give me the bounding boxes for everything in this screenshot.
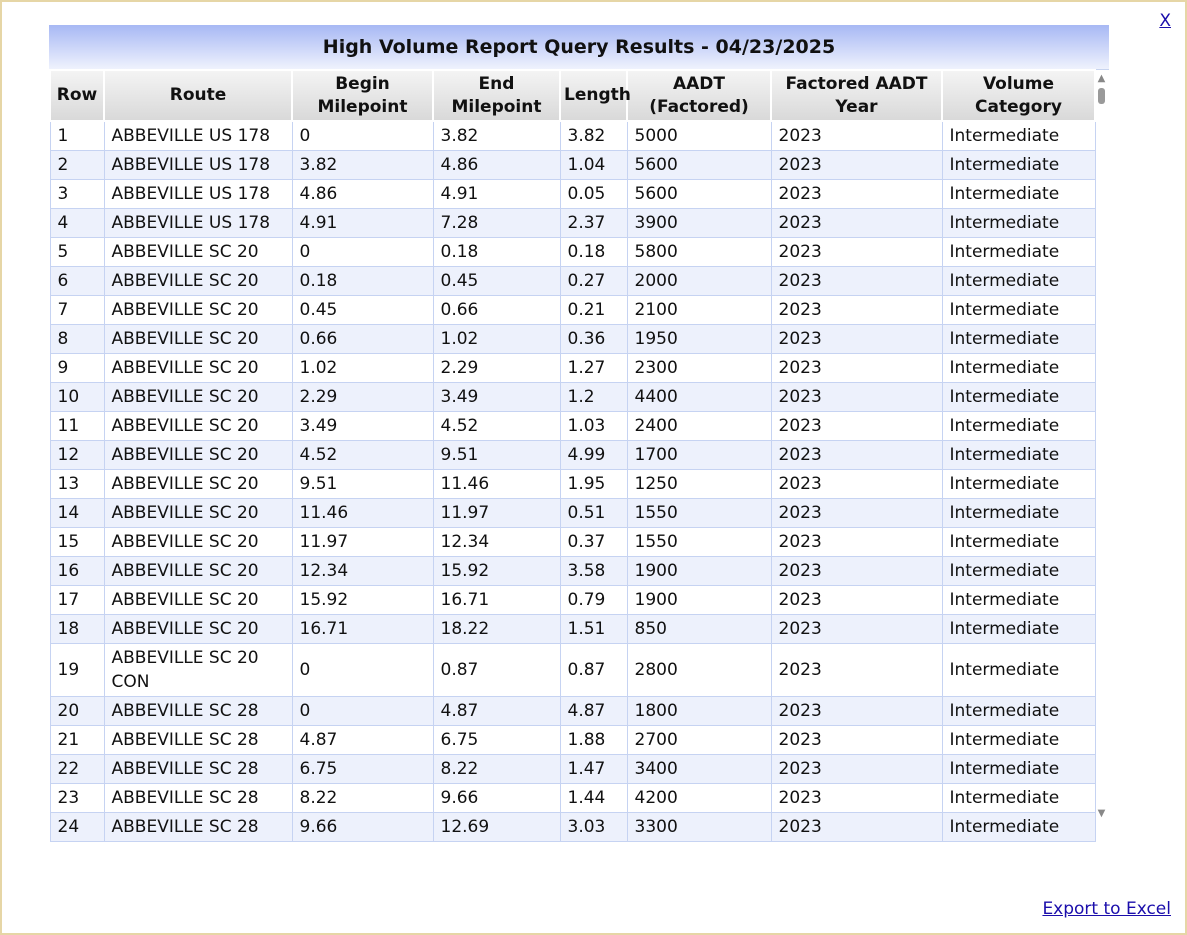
table-row[interactable] (50, 470, 1095, 499)
table-row[interactable] (50, 615, 1095, 644)
cell-factored-year: 2023 (771, 586, 942, 615)
table-row[interactable] (50, 441, 1095, 470)
cell-aadt: 4400 (627, 383, 771, 412)
cell-volume-category: Intermediate (942, 383, 1095, 412)
table-row[interactable] (50, 644, 1095, 697)
cell-aadt: 5600 (627, 180, 771, 209)
cell-end-milepoint: 9.66 (433, 784, 560, 813)
cell-aadt: 3900 (627, 209, 771, 238)
cell-begin-milepoint: 0 (292, 238, 433, 267)
cell-length: 1.88 (560, 726, 627, 755)
cell-length: 0.27 (560, 267, 627, 296)
cell-factored-year: 2023 (771, 697, 942, 726)
cell-length: 0.18 (560, 238, 627, 267)
cell-factored-year: 2023 (771, 209, 942, 238)
col-header-length[interactable]: Length (560, 70, 627, 121)
cell-begin-milepoint: 6.75 (292, 755, 433, 784)
cell-length: 1.51 (560, 615, 627, 644)
cell-volume-category: Intermediate (942, 151, 1095, 180)
table-row[interactable] (50, 528, 1095, 557)
cell-aadt: 1550 (627, 528, 771, 557)
cell-volume-category: Intermediate (942, 121, 1095, 151)
cell-begin-milepoint: 12.34 (292, 557, 433, 586)
cell-route: ABBEVILLE SC 20 (104, 238, 292, 267)
cell-begin-milepoint: 0 (292, 121, 433, 151)
close-link[interactable]: X (1159, 11, 1171, 31)
cell-route: ABBEVILLE SC 28 (104, 813, 292, 842)
cell-route: ABBEVILLE SC 20 (104, 470, 292, 499)
cell-aadt: 850 (627, 615, 771, 644)
cell-aadt: 1700 (627, 441, 771, 470)
cell-route: ABBEVILLE US 178 (104, 209, 292, 238)
cell-begin-milepoint: 8.22 (292, 784, 433, 813)
cell-aadt: 1250 (627, 470, 771, 499)
cell-begin-milepoint: 9.51 (292, 470, 433, 499)
table-row[interactable] (50, 296, 1095, 325)
cell-volume-category: Intermediate (942, 644, 1095, 697)
cell-factored-year: 2023 (771, 441, 942, 470)
cell-begin-milepoint: 3.82 (292, 151, 433, 180)
cell-end-milepoint: 4.87 (433, 697, 560, 726)
cell-end-milepoint: 4.86 (433, 151, 560, 180)
table-row[interactable] (50, 813, 1095, 842)
col-header-aadt[interactable]: AADT (Factored) (627, 70, 771, 121)
grid-scrollbar[interactable] (1095, 71, 1108, 820)
cell-factored-year: 2023 (771, 151, 942, 180)
cell-row: 24 (50, 813, 104, 842)
cell-row: 11 (50, 412, 104, 441)
cell-end-milepoint: 7.28 (433, 209, 560, 238)
cell-route: ABBEVILLE SC 20 (104, 528, 292, 557)
cell-volume-category: Intermediate (942, 726, 1095, 755)
cell-volume-category: Intermediate (942, 813, 1095, 842)
cell-route: ABBEVILLE SC 20 (104, 499, 292, 528)
cell-length: 1.2 (560, 383, 627, 412)
cell-route: ABBEVILLE SC 20 (104, 586, 292, 615)
cell-row: 23 (50, 784, 104, 813)
cell-row: 2 (50, 151, 104, 180)
table-row[interactable] (50, 151, 1095, 180)
table-row[interactable] (50, 121, 1095, 151)
cell-route: ABBEVILLE SC 28 (104, 755, 292, 784)
cell-row: 13 (50, 470, 104, 499)
cell-length: 0.79 (560, 586, 627, 615)
cell-begin-milepoint: 4.87 (292, 726, 433, 755)
cell-row: 14 (50, 499, 104, 528)
cell-volume-category: Intermediate (942, 296, 1095, 325)
cell-factored-year: 2023 (771, 383, 942, 412)
cell-begin-milepoint: 11.46 (292, 499, 433, 528)
header-row (50, 70, 1095, 121)
cell-end-milepoint: 8.22 (433, 755, 560, 784)
cell-factored-year: 2023 (771, 354, 942, 383)
col-header-route[interactable]: Route (104, 70, 292, 121)
cell-volume-category: Intermediate (942, 586, 1095, 615)
cell-factored-year: 2023 (771, 296, 942, 325)
cell-row: 5 (50, 238, 104, 267)
cell-aadt: 1900 (627, 557, 771, 586)
cell-row: 21 (50, 726, 104, 755)
cell-factored-year: 2023 (771, 755, 942, 784)
cell-aadt: 4200 (627, 784, 771, 813)
cell-volume-category: Intermediate (942, 325, 1095, 354)
cell-aadt: 3300 (627, 813, 771, 842)
cell-route: ABBEVILLE SC 28 (104, 697, 292, 726)
cell-row: 1 (50, 121, 104, 151)
table-row[interactable] (50, 697, 1095, 726)
cell-begin-milepoint: 15.92 (292, 586, 433, 615)
scroll-up-arrow-icon[interactable]: ▲ (1097, 73, 1106, 84)
cell-begin-milepoint: 1.02 (292, 354, 433, 383)
cell-route: ABBEVILLE SC 20 (104, 296, 292, 325)
cell-factored-year: 2023 (771, 325, 942, 354)
table-row[interactable] (50, 784, 1095, 813)
cell-begin-milepoint: 0.45 (292, 296, 433, 325)
table-row[interactable] (50, 726, 1095, 755)
cell-length: 1.04 (560, 151, 627, 180)
table-row[interactable] (50, 354, 1095, 383)
cell-route: ABBEVILLE SC 20 (104, 615, 292, 644)
cell-end-milepoint: 16.71 (433, 586, 560, 615)
results-table (49, 69, 1096, 842)
cell-aadt: 1800 (627, 697, 771, 726)
cell-begin-milepoint: 11.97 (292, 528, 433, 557)
cell-length: 1.44 (560, 784, 627, 813)
cell-begin-milepoint: 16.71 (292, 615, 433, 644)
table-row[interactable] (50, 238, 1095, 267)
cell-end-milepoint: 12.34 (433, 528, 560, 557)
table-row[interactable] (50, 755, 1095, 784)
cell-row: 16 (50, 557, 104, 586)
cell-end-milepoint: 3.82 (433, 121, 560, 151)
cell-length: 1.95 (560, 470, 627, 499)
cell-aadt: 2100 (627, 296, 771, 325)
scroll-down-arrow-icon[interactable]: ▼ (1097, 808, 1106, 819)
cell-volume-category: Intermediate (942, 557, 1095, 586)
cell-row: 18 (50, 615, 104, 644)
cell-factored-year: 2023 (771, 726, 942, 755)
cell-factored-year: 2023 (771, 557, 942, 586)
cell-row: 6 (50, 267, 104, 296)
export-to-excel-link[interactable]: Export to Excel (1042, 899, 1171, 919)
table-row[interactable] (50, 383, 1095, 412)
cell-begin-milepoint: 2.29 (292, 383, 433, 412)
cell-factored-year: 2023 (771, 813, 942, 842)
cell-volume-category: Intermediate (942, 209, 1095, 238)
cell-row: 17 (50, 586, 104, 615)
cell-length: 0.37 (560, 528, 627, 557)
table-row[interactable] (50, 586, 1095, 615)
cell-row: 22 (50, 755, 104, 784)
results-grid[interactable] (49, 69, 1094, 837)
cell-end-milepoint: 18.22 (433, 615, 560, 644)
cell-row: 15 (50, 528, 104, 557)
cell-volume-category: Intermediate (942, 441, 1095, 470)
cell-row: 19 (50, 644, 104, 697)
cell-begin-milepoint: 0 (292, 644, 433, 697)
cell-row: 10 (50, 383, 104, 412)
cell-length: 0.51 (560, 499, 627, 528)
table-row[interactable] (50, 412, 1095, 441)
cell-route: ABBEVILLE SC 20 (104, 267, 292, 296)
cell-end-milepoint: 6.75 (433, 726, 560, 755)
cell-length: 1.47 (560, 755, 627, 784)
cell-aadt: 1950 (627, 325, 771, 354)
cell-aadt: 2800 (627, 644, 771, 697)
cell-length: 0.87 (560, 644, 627, 697)
col-header-volume-category[interactable]: Volume Category (942, 70, 1095, 121)
cell-route: ABBEVILLE SC 20 (104, 354, 292, 383)
results-panel (49, 25, 1109, 837)
cell-factored-year: 2023 (771, 412, 942, 441)
table-row[interactable] (50, 180, 1095, 209)
cell-end-milepoint: 0.87 (433, 644, 560, 697)
cell-route: ABBEVILLE SC 28 (104, 726, 292, 755)
cell-route: ABBEVILLE SC 28 (104, 784, 292, 813)
scroll-thumb[interactable] (1098, 88, 1105, 104)
table-row[interactable] (50, 325, 1095, 354)
cell-aadt: 2000 (627, 267, 771, 296)
cell-factored-year: 2023 (771, 499, 942, 528)
col-header-end-milepoint[interactable]: End Milepoint (433, 70, 560, 121)
cell-factored-year: 2023 (771, 644, 942, 697)
cell-length: 4.87 (560, 697, 627, 726)
report-title: High Volume Report Query Results - 04/23/2025 (49, 25, 1109, 70)
cell-row: 4 (50, 209, 104, 238)
cell-end-milepoint: 11.46 (433, 470, 560, 499)
cell-end-milepoint: 3.49 (433, 383, 560, 412)
cell-route: ABBEVILLE SC 20 CON (104, 644, 292, 697)
cell-row: 8 (50, 325, 104, 354)
cell-factored-year: 2023 (771, 267, 942, 296)
cell-end-milepoint: 0.18 (433, 238, 560, 267)
cell-begin-milepoint: 4.86 (292, 180, 433, 209)
cell-route: ABBEVILLE SC 20 (104, 383, 292, 412)
cell-length: 3.03 (560, 813, 627, 842)
table-row[interactable] (50, 267, 1095, 296)
cell-aadt: 5800 (627, 238, 771, 267)
cell-route: ABBEVILLE SC 20 (104, 325, 292, 354)
cell-volume-category: Intermediate (942, 784, 1095, 813)
cell-begin-milepoint: 4.91 (292, 209, 433, 238)
cell-length: 0.21 (560, 296, 627, 325)
cell-aadt: 2300 (627, 354, 771, 383)
cell-factored-year: 2023 (771, 470, 942, 499)
cell-aadt: 5000 (627, 121, 771, 151)
cell-row: 7 (50, 296, 104, 325)
cell-begin-milepoint: 4.52 (292, 441, 433, 470)
cell-factored-year: 2023 (771, 238, 942, 267)
cell-volume-category: Intermediate (942, 528, 1095, 557)
cell-volume-category: Intermediate (942, 615, 1095, 644)
cell-end-milepoint: 15.92 (433, 557, 560, 586)
cell-begin-milepoint: 0 (292, 697, 433, 726)
cell-aadt: 1900 (627, 586, 771, 615)
cell-end-milepoint: 11.97 (433, 499, 560, 528)
cell-length: 4.99 (560, 441, 627, 470)
cell-row: 3 (50, 180, 104, 209)
cell-route: ABBEVILLE SC 20 (104, 441, 292, 470)
cell-aadt: 5600 (627, 151, 771, 180)
cell-route: ABBEVILLE US 178 (104, 151, 292, 180)
cell-end-milepoint: 12.69 (433, 813, 560, 842)
cell-route: ABBEVILLE US 178 (104, 180, 292, 209)
table-row[interactable] (50, 499, 1095, 528)
cell-length: 0.05 (560, 180, 627, 209)
cell-factored-year: 2023 (771, 615, 942, 644)
cell-volume-category: Intermediate (942, 267, 1095, 296)
col-header-row[interactable]: Row (50, 70, 104, 121)
cell-volume-category: Intermediate (942, 755, 1095, 784)
cell-length: 3.82 (560, 121, 627, 151)
cell-route: ABBEVILLE SC 20 (104, 412, 292, 441)
cell-volume-category: Intermediate (942, 470, 1095, 499)
cell-begin-milepoint: 0.66 (292, 325, 433, 354)
cell-aadt: 1550 (627, 499, 771, 528)
table-row[interactable] (50, 209, 1095, 238)
cell-volume-category: Intermediate (942, 499, 1095, 528)
cell-begin-milepoint: 0.18 (292, 267, 433, 296)
cell-length: 2.37 (560, 209, 627, 238)
cell-end-milepoint: 4.91 (433, 180, 560, 209)
cell-volume-category: Intermediate (942, 238, 1095, 267)
cell-route: ABBEVILLE SC 20 (104, 557, 292, 586)
cell-end-milepoint: 0.66 (433, 296, 560, 325)
col-header-factored-year[interactable]: Factored AADT Year (771, 70, 942, 121)
cell-route: ABBEVILLE US 178 (104, 121, 292, 151)
cell-volume-category: Intermediate (942, 697, 1095, 726)
cell-row: 20 (50, 697, 104, 726)
col-header-begin-milepoint[interactable]: Begin Milepoint (292, 70, 433, 121)
cell-factored-year: 2023 (771, 121, 942, 151)
cell-volume-category: Intermediate (942, 412, 1095, 441)
cell-begin-milepoint: 3.49 (292, 412, 433, 441)
cell-aadt: 3400 (627, 755, 771, 784)
cell-end-milepoint: 2.29 (433, 354, 560, 383)
cell-factored-year: 2023 (771, 528, 942, 557)
cell-row: 9 (50, 354, 104, 383)
cell-volume-category: Intermediate (942, 180, 1095, 209)
cell-end-milepoint: 9.51 (433, 441, 560, 470)
cell-length: 1.27 (560, 354, 627, 383)
cell-begin-milepoint: 9.66 (292, 813, 433, 842)
table-row[interactable] (50, 557, 1095, 586)
cell-length: 3.58 (560, 557, 627, 586)
cell-end-milepoint: 1.02 (433, 325, 560, 354)
cell-row: 12 (50, 441, 104, 470)
cell-aadt: 2700 (627, 726, 771, 755)
cell-length: 0.36 (560, 325, 627, 354)
cell-end-milepoint: 0.45 (433, 267, 560, 296)
cell-volume-category: Intermediate (942, 354, 1095, 383)
cell-end-milepoint: 4.52 (433, 412, 560, 441)
cell-length: 1.03 (560, 412, 627, 441)
cell-factored-year: 2023 (771, 180, 942, 209)
cell-aadt: 2400 (627, 412, 771, 441)
cell-factored-year: 2023 (771, 784, 942, 813)
